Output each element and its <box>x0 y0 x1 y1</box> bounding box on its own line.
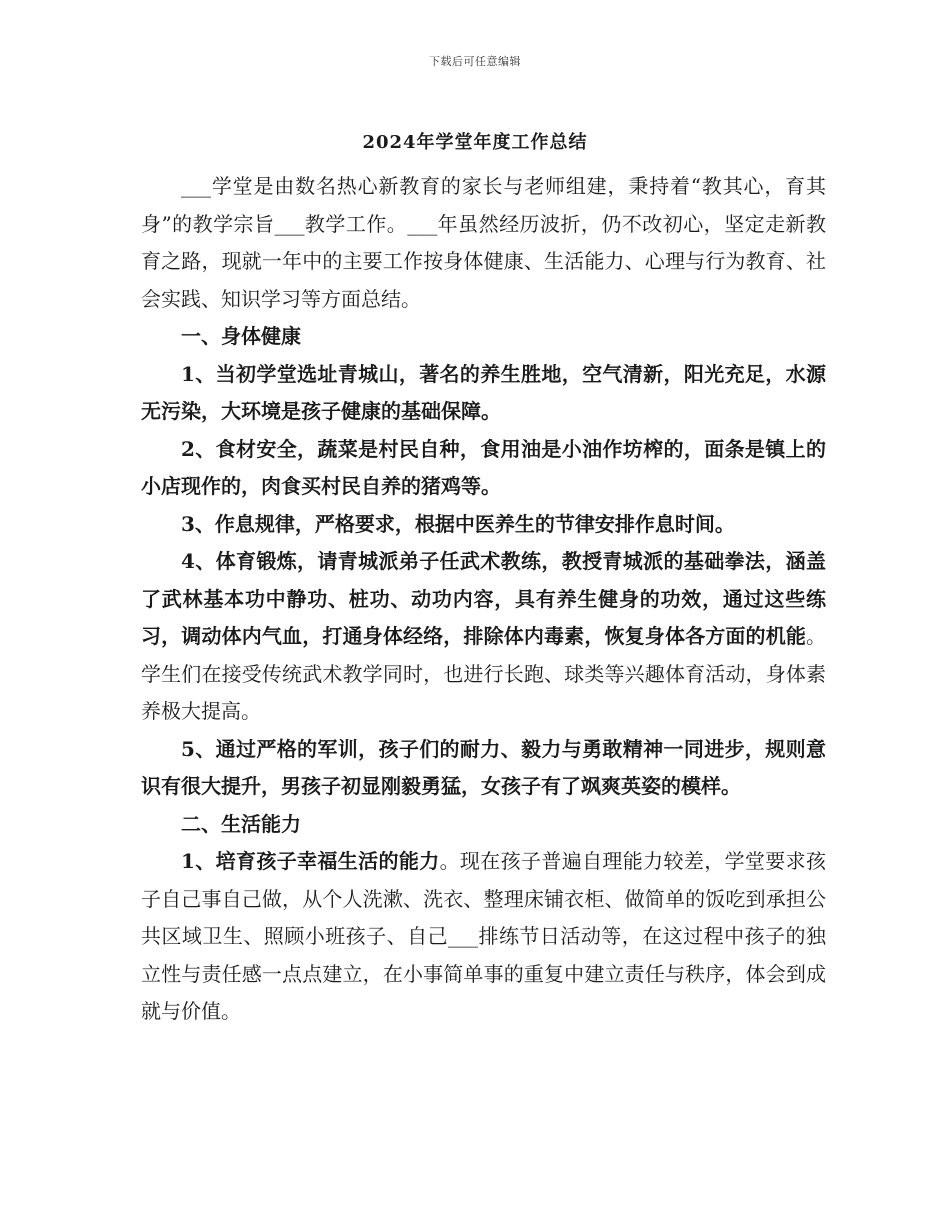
paragraph-bold: 2、食材安全，蔬菜是村民自种，食用油是小油作坊榨的，面条是镇上的小店现作的，肉食买村民自养的猪鸡等。 <box>141 436 826 498</box>
paragraph-bold: 1、当初学堂选址青城山，著名的养生胜地，空气清新，阳光充足，水源无污染，大环境是孩子健康的基础保障。 <box>141 361 826 423</box>
paragraph-bold: 4、体育锻炼，请青城派弟子任武术教练，教授青城派的基础拳法，涵盖了武林基本功中静功、桩功、动功内容，具有养生健身的功效，通过这些练习，调动体内气血，打通身体经络，排除体内毒素，恢复身体各方面的机能 <box>141 549 826 648</box>
paragraph-health-4 <box>141 543 826 731</box>
paragraph-health-2 <box>141 431 826 506</box>
paragraph-intro <box>141 168 826 318</box>
section-heading-life-skills: 二、生活能力 <box>181 811 301 836</box>
paragraph-text: ___学堂是由数名热心新教育的家长与老师组建，秉持着“教其心，育其身”的教学宗旨___教学工作。___年虽然经历波折，仍不改初心，坚定走新教育之路，现就一年中的主要工作按身体健康、生活能力、心理与行为教育、社会实践、知识学习等方面总结。 <box>141 174 826 311</box>
document-title: 2024年学堂年度工作总结 <box>362 132 588 153</box>
paragraph-bold: 1、培育孩子幸福生活的能力 <box>181 849 440 873</box>
paragraph-health-3 <box>141 506 826 544</box>
paragraph-text: 。现在孩子普遍自理能力较差，学堂要求孩子自己事自己做，从个人洗漱、洗衣、整理床铺衣柜、做简单的饭吃到承担公共区域卫生、照顾小班孩子、自己___排练节日活动等，在这过程中孩子的独立性与责任感一点点建立，在小事简单事的重复中建立责任与秩序，体会到成就与价值。 <box>141 849 826 1023</box>
document-body <box>141 168 826 1031</box>
paragraph-text: 。学生们在接受传统武术教学同时，也进行长跑、球类等兴趣体育活动，身体素养极大提高。 <box>141 624 826 723</box>
paragraph-bold: 5、通过严格的军训，孩子们的耐力、毅力与勇敢精神一同进步，规则意识有很大提升，男孩子初显刚毅勇猛，女孩子有了飒爽英姿的模样。 <box>141 736 826 798</box>
header-note: 下载后可任意编辑 <box>429 55 521 68</box>
paragraph-health-5 <box>141 731 826 806</box>
paragraph-life-1 <box>141 843 826 1031</box>
section-heading-health: 一、身体健康 <box>181 324 301 348</box>
paragraph-health-1 <box>141 356 826 431</box>
paragraph-bold: 3、作息规律，严格要求，根据中医养生的节律安排作息时间。 <box>181 511 735 536</box>
